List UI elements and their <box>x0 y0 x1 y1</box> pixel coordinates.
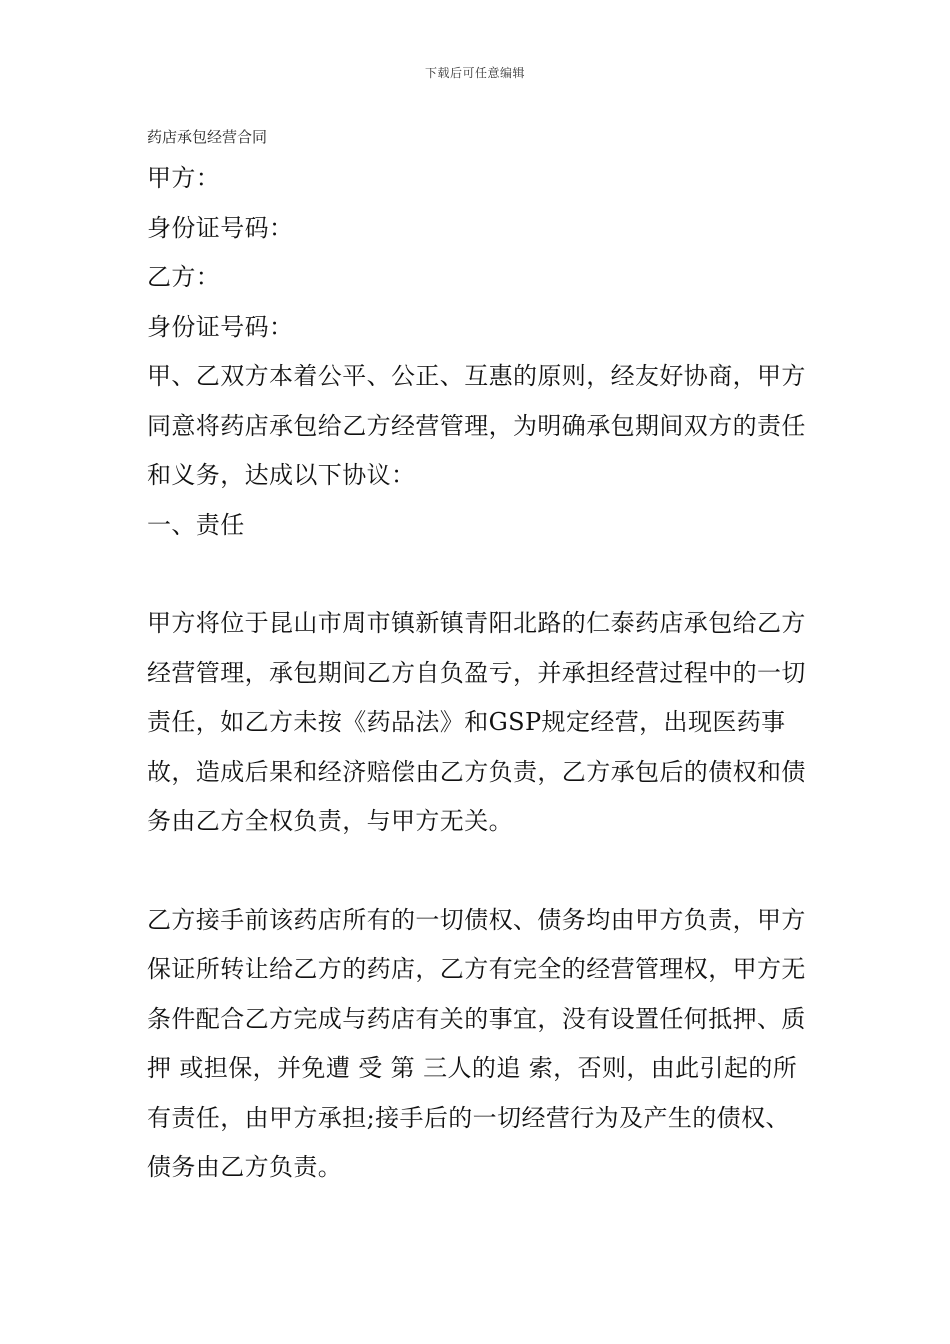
page-header: 下载后可任意编辑 <box>424 66 525 80</box>
document-body <box>147 154 812 1193</box>
party-a-label: 甲方： <box>147 164 221 192</box>
responsibility-paragraph-1: 甲方将位于昆山市周市镇新镇青阳北路的仁泰药店承包给乙方经营管理，承包期间乙方自负盈亏，并承担经营过程中的一切责任，如乙方未按《药品法》和GSP规定经营，出现医药事故，造成后果和经济赔偿由乙方负责，乙方承包后的债权和债务由乙方全权负责，与甲方无关。 <box>147 609 806 835</box>
preamble-paragraph: 甲、乙双方本着公平、公正、互惠的原则，经友好协商，甲方同意将药店承包给乙方经营管理，为明确承包期间双方的责任和义务，达成以下协议： <box>147 362 806 489</box>
party-b-id-label: 身份证号码： <box>147 312 294 341</box>
party-b-label: 乙方： <box>147 263 221 291</box>
party-a-id-label: 身份证号码： <box>147 213 294 242</box>
section-heading: 一、责任 <box>147 510 245 539</box>
document-title: 药店承包经营合同 <box>147 128 268 146</box>
responsibility-paragraph-2: 乙方接手前该药店所有的一切债权、债务均由甲方负责，甲方保证所转让给乙方的药店，乙方有完全的经营管理权，甲方无条件配合乙方完成与药店有关的事宜，没有设置任何抵押、质押 或担保，并免遭 受 第 三人的追 索，否则，由此引起的所有责任，由甲方承担;接手后的一切经营行为及产生的债权、债务由乙方负责。 <box>147 905 806 1181</box>
